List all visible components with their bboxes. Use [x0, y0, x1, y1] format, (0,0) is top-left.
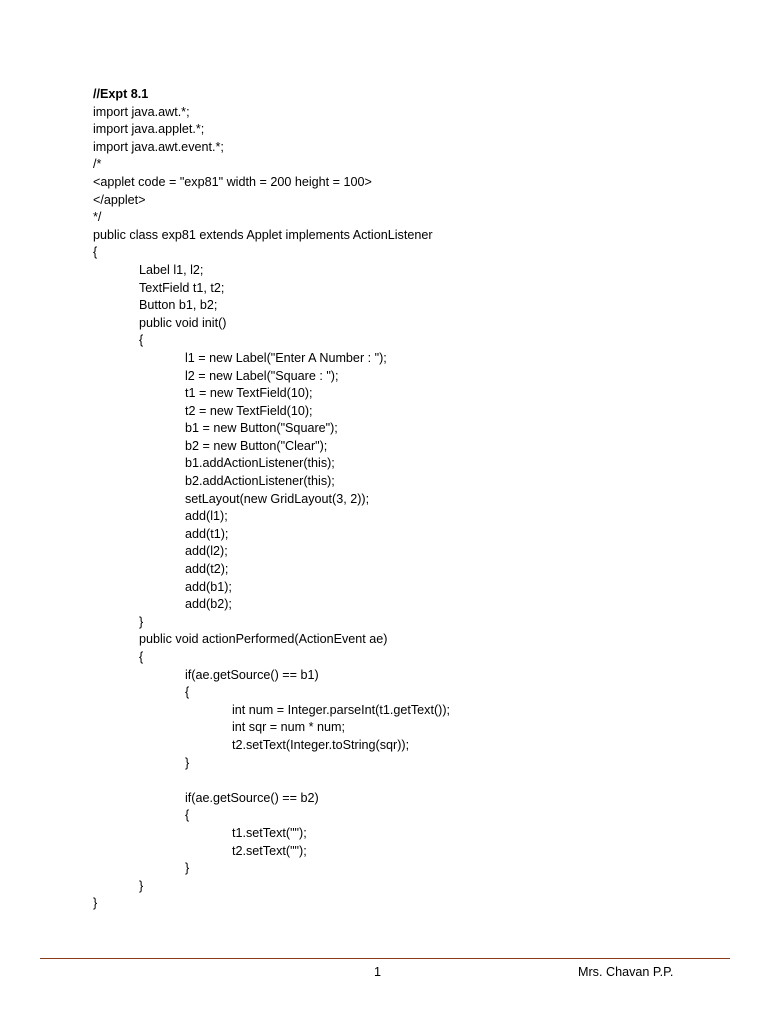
code-line: { — [185, 808, 190, 823]
code-line: } — [185, 755, 190, 770]
code-line: b1 = new Button("Square"); — [185, 421, 338, 436]
code-line: b2.addActionListener(this); — [185, 474, 335, 489]
code-line: <applet code = "exp81" width = 200 height = 100> — [93, 174, 372, 189]
code-line: int num = Integer.parseInt(t1.getText()); — [232, 702, 451, 717]
code-line: } — [139, 878, 144, 893]
page-number: 1 — [374, 965, 382, 979]
code-line: add(l1); — [185, 509, 228, 524]
code-line: add(b1); — [185, 579, 232, 594]
code-line: add(t2); — [185, 562, 229, 577]
code-line: if(ae.getSource() == b1) — [185, 667, 319, 682]
code-line: t2.setText(Integer.toString(sqr)); — [232, 737, 410, 752]
code-line: } — [139, 614, 144, 629]
code-line-title: //Expt 8.1 — [93, 87, 149, 101]
code-line: Button b1, b2; — [139, 298, 218, 313]
code-line: { — [139, 333, 144, 348]
footer-divider — [40, 958, 730, 959]
code-line: */ — [93, 210, 102, 225]
code-line: } — [185, 861, 190, 876]
code-line: public void actionPerformed(ActionEvent ae) — [139, 632, 388, 647]
code-line: import java.awt.*; — [93, 104, 190, 119]
code-line: add(b2); — [185, 597, 232, 612]
code-line: { — [139, 650, 144, 664]
code-line: add(l2); — [185, 544, 228, 559]
code-line: </applet> — [93, 192, 146, 207]
code-line: t1 = new TextField(10); — [185, 386, 313, 401]
code-line: b1.addActionListener(this); — [185, 456, 335, 471]
code-line: } — [93, 896, 98, 911]
code-line: /* — [93, 157, 102, 172]
code-line: Label l1, l2; — [139, 262, 204, 277]
code-line: t2 = new TextField(10); — [185, 403, 313, 418]
code-line: TextField t1, t2; — [139, 280, 225, 295]
code-line: b2 = new Button("Clear"); — [185, 438, 328, 453]
code-line: if(ae.getSource() == b2) — [185, 790, 319, 805]
code-line-blank — [93, 772, 733, 790]
code-line: add(t1); — [185, 526, 229, 541]
code-line: public void init() — [139, 315, 227, 330]
code-line: public class exp81 extends Applet implements ActionListener — [93, 227, 433, 242]
code-line: t2.setText(""); — [232, 843, 307, 858]
code-listing — [93, 86, 733, 913]
code-line: l1 = new Label("Enter A Number : "); — [185, 350, 387, 365]
code-line: { — [185, 685, 190, 700]
code-line: import java.awt.event.*; — [93, 139, 224, 154]
code-line: l2 = new Label("Square : "); — [185, 368, 339, 383]
code-line: { — [93, 245, 98, 260]
code-line: int sqr = num * num; — [232, 720, 346, 735]
code-line: t1.setText(""); — [232, 825, 307, 840]
code-line: setLayout(new GridLayout(3, 2)); — [185, 491, 370, 506]
footer-author: Mrs. Chavan P.P. — [578, 965, 674, 979]
code-line: import java.applet.*; — [93, 122, 205, 137]
